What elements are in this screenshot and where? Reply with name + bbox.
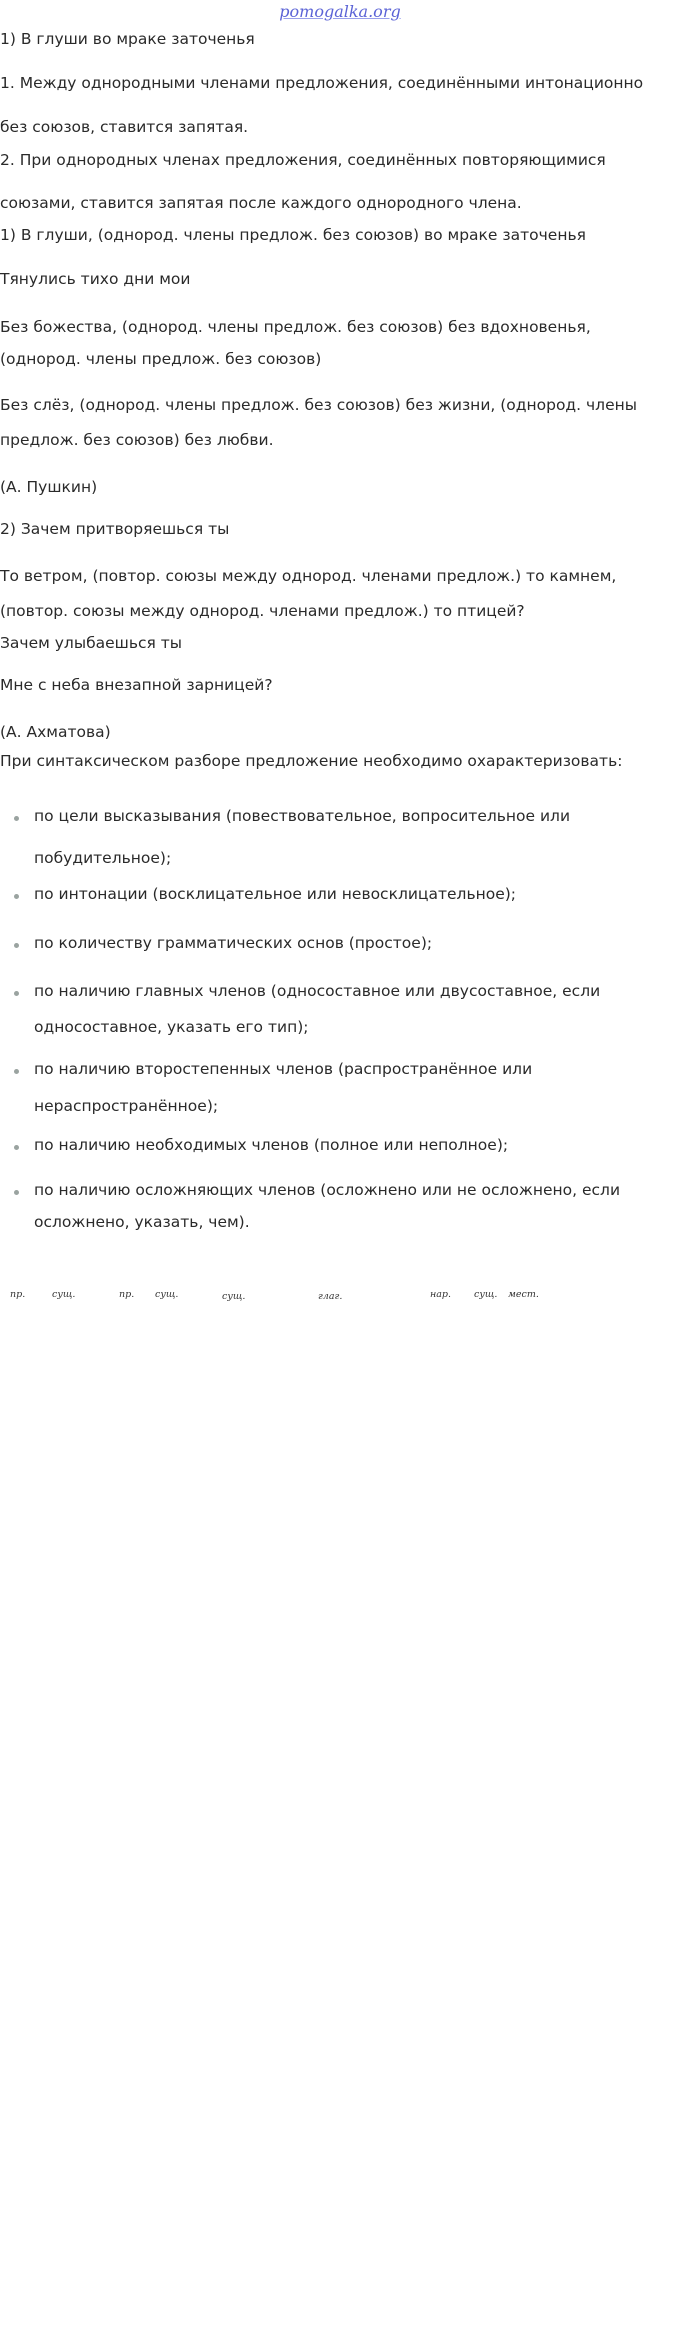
pos-label: сущ. [52,1289,76,1300]
poem-line: Без слёз, (однород. члены предлож. без союзов) без жизни, (однород. члены [0,396,637,414]
poem-line: Зачем улыбаешься ты [0,634,183,652]
list-item: по количеству грамматических основ (простое); [34,934,433,952]
bullet-dot [14,1145,19,1150]
list-item-cont: осложнено, указать, чем). [34,1213,250,1231]
pos-label: нар. [430,1289,452,1300]
bullet-dot [14,991,19,996]
list-item-cont: нераспространённое); [34,1097,219,1115]
list-item: по наличию главных членов (односоставное или двусоставное, если [34,982,601,1000]
poem-line: Мне с неба внезапной зарницей? [0,676,273,694]
list-item: по наличию осложняющих членов (осложнено или не осложнено, если [34,1181,621,1199]
poem-line: 2) Зачем притворяешься ты [0,520,230,538]
poem-line: Без божества, (однород. члены предлож. без союзов) без вдохновенья, [0,318,591,336]
bullet-dot [14,816,19,821]
pos-label: сущ. [222,1291,246,1302]
poem-line: То ветром, (повтор. союзы между однород. членами предлож.) то камнем, [0,567,617,585]
pos-label: сущ. [474,1289,498,1300]
exercise-section [0,26,680,1562]
rule-1-cont: без союзов, ставится запятая. [0,118,249,136]
list-item-cont: односоставное, указать его тип); [34,1018,309,1036]
author: (А. Ахматова) [0,723,111,741]
pos-label: сущ. [155,1289,179,1300]
poem-line: Тянулись тихо дни мои [0,270,191,288]
poem-line: (однород. члены предлож. без союзов) [0,350,322,368]
author: (А. Пушкин) [0,478,98,496]
bullet-dot [14,894,19,899]
poem-line: предлож. без союзов) без любви. [0,431,274,449]
instruction: При синтаксическом разборе предложение необходимо охарактеризовать: [0,752,623,770]
list-item: по цели высказывания (повествовательное, вопросительное или [34,807,571,825]
poem-line: 1) В глуши, (однород. члены предлож. без союзов) во мраке заточенья [0,226,586,244]
list-item: по интонации (восклицательное или невосклицательное); [34,885,516,903]
rule-2: 2. При однородных членах предложения, соединённых повторяющимися [0,151,606,169]
site-logo[interactable] [0,0,680,26]
pos-label: пр. [119,1289,135,1300]
bullet-dot [14,943,19,948]
poem-line: (повтор. союзы между однород. членами предлож.) то птицей? [0,602,525,620]
bullet-dot [14,1190,19,1195]
list-item: по наличию необходимых членов (полное или неполное); [34,1136,509,1154]
pos-label: глаг. [318,1291,343,1302]
list-item: по наличию второстепенных членов (распространённое или [34,1060,533,1078]
text-line: 1) В глуши во мраке заточенья [0,30,255,48]
rule-1: 1. Между однородными членами предложения, соединёнными интонационно [0,74,644,92]
pos-label: мест. [508,1289,539,1300]
list-item-cont: побудительное); [34,849,172,867]
site-logo-text[interactable]: pomogalka.org [279,2,401,21]
rule-2-cont: союзами, ставится запятая после каждого однородного члена. [0,194,522,212]
pos-label: пр. [10,1289,26,1300]
bullet-dot [14,1069,19,1074]
